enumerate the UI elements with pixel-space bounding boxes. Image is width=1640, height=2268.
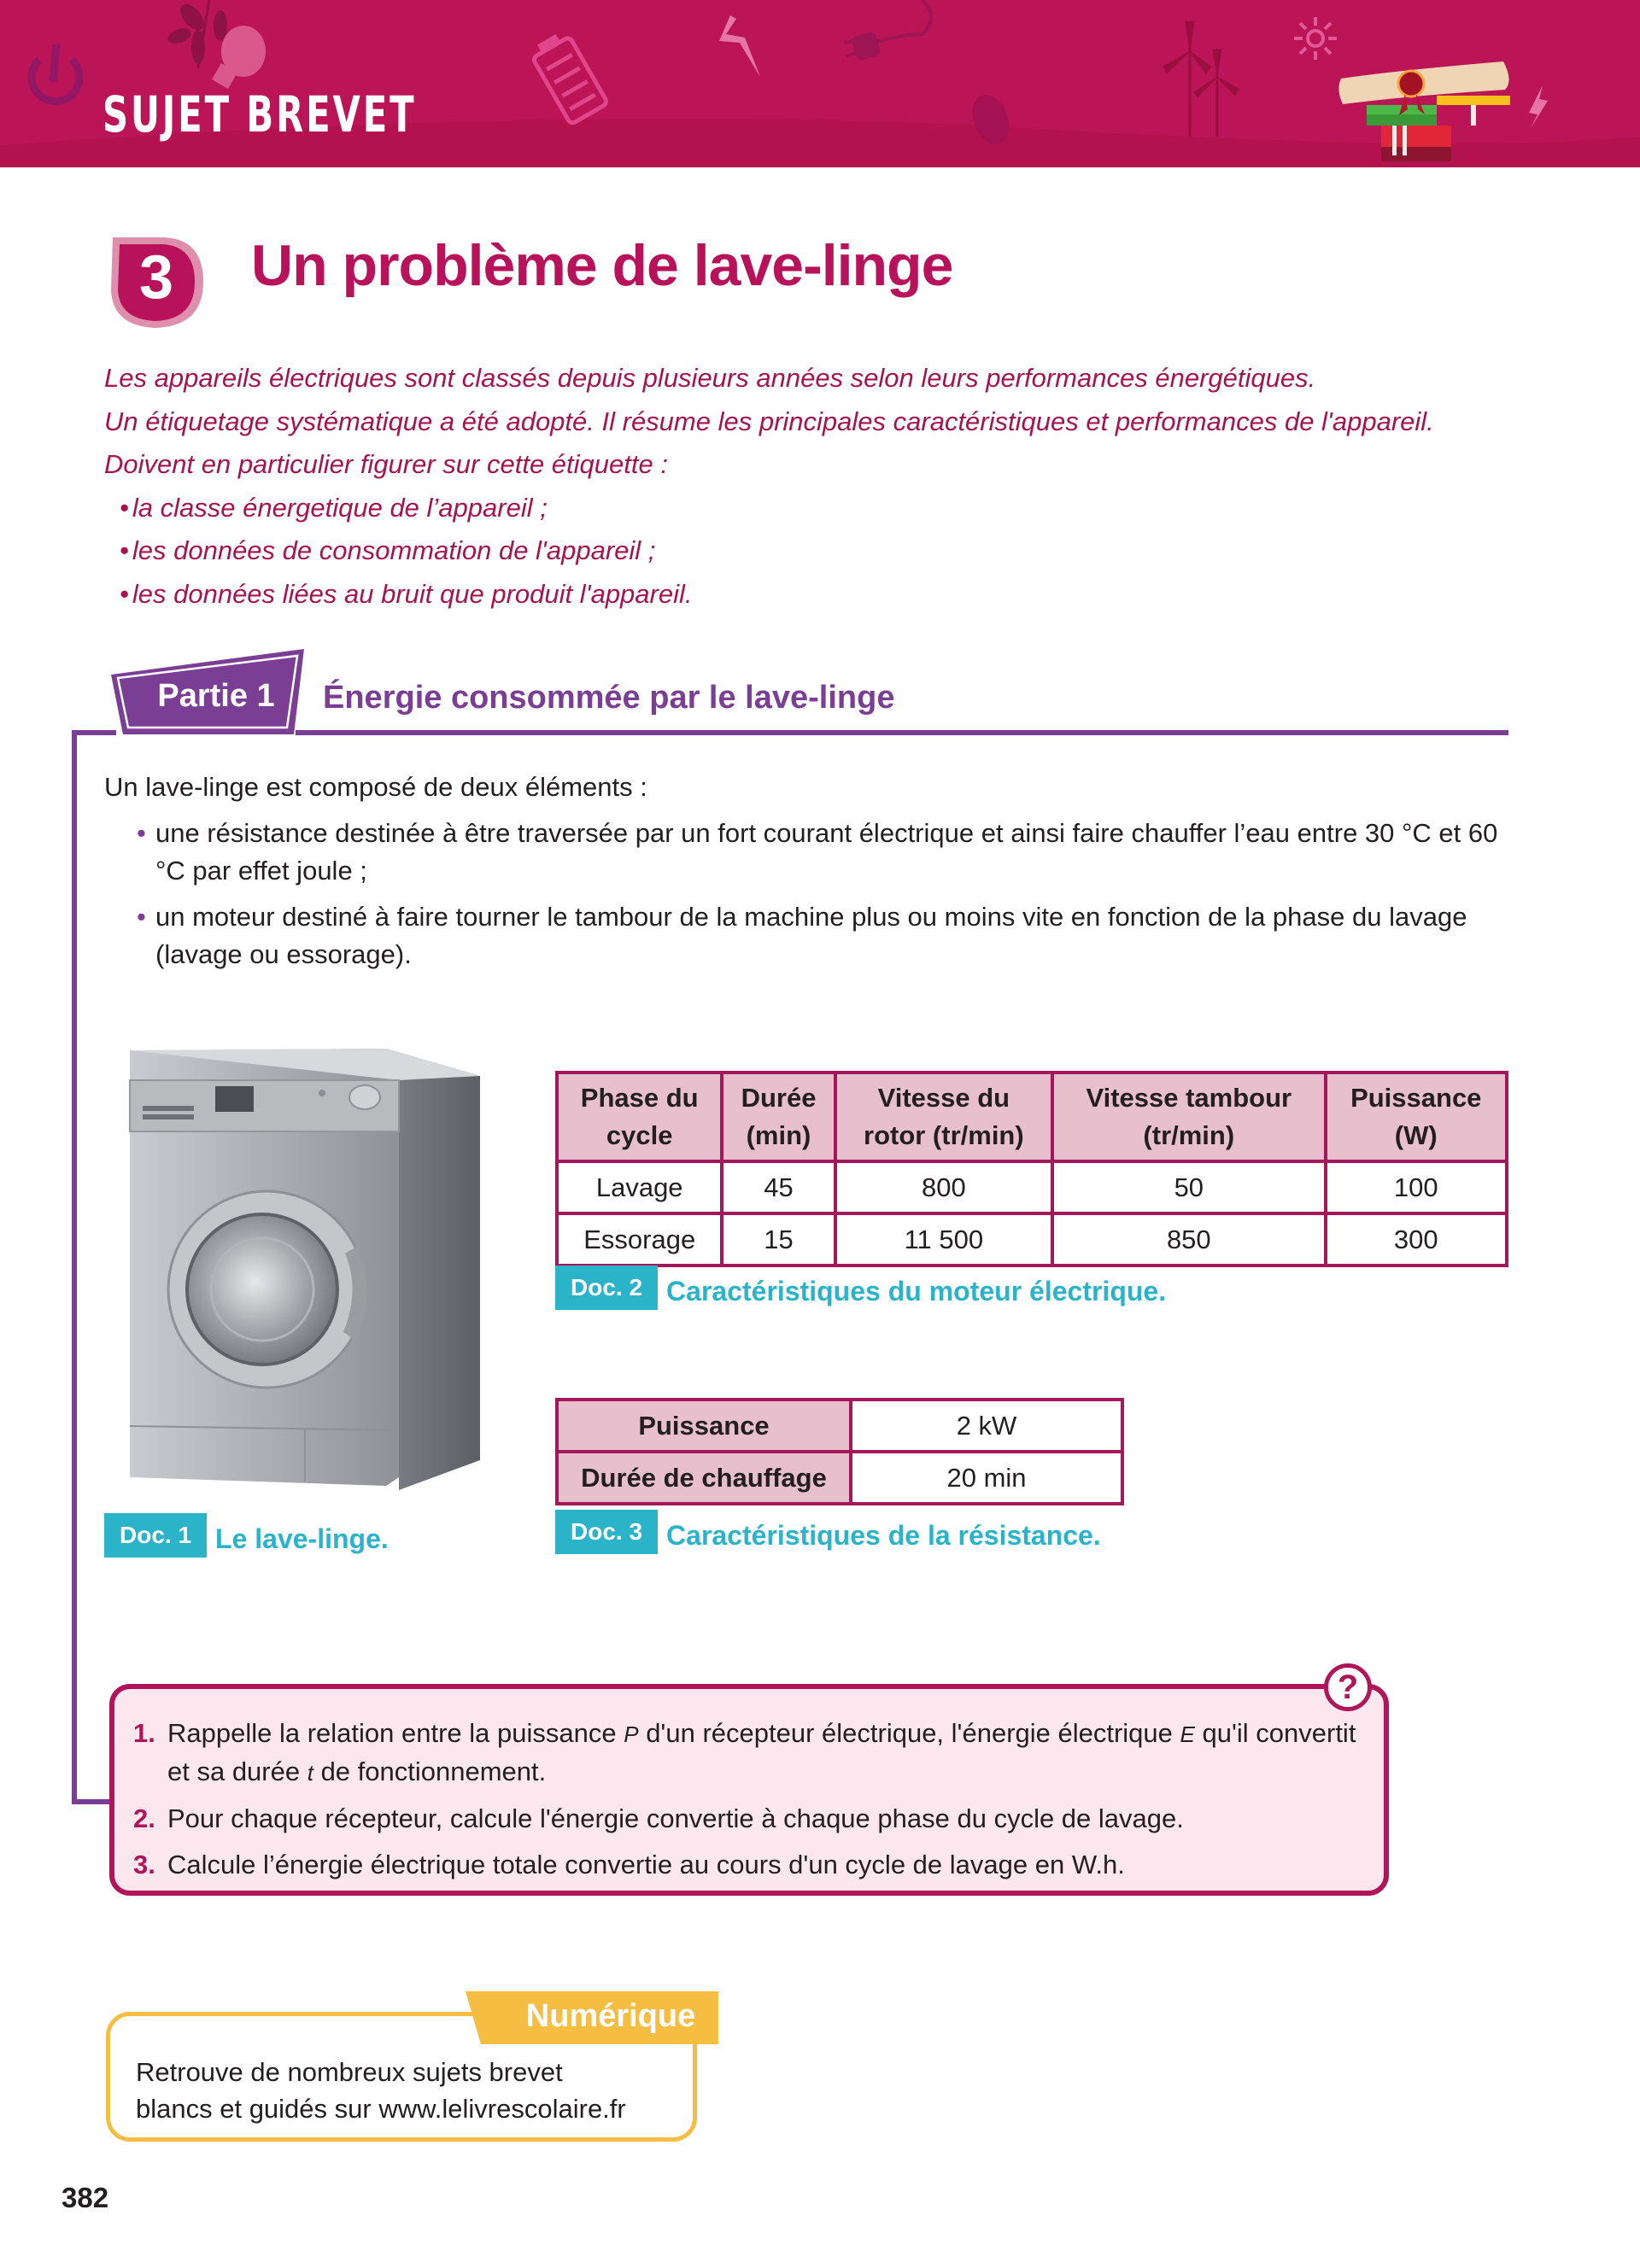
table-cell: 11 500: [835, 1213, 1053, 1266]
intro-bullet-text: les données liées au bruit que produit l'appareil.: [132, 578, 693, 609]
table-cell: 45: [722, 1161, 835, 1213]
motor-table: [555, 1071, 1508, 1267]
doc3-label: [555, 1510, 1101, 1554]
part-lead: Un lave-linge est composé de deux éléments :: [104, 772, 647, 802]
wind-turbine-icon: [1163, 21, 1239, 137]
doc3-tag: Doc. 3: [555, 1510, 658, 1554]
doc1-label: [104, 1513, 389, 1558]
table-row: [557, 1161, 1507, 1213]
doc1-tag: Doc. 1: [104, 1513, 207, 1558]
question-number: 3.: [133, 1850, 155, 1879]
table-header: Puissance: [557, 1400, 851, 1452]
table-header: Durée (min): [722, 1073, 835, 1161]
numerique-tab: [466, 1991, 718, 2044]
numerique-link[interactable]: blancs et guidés sur www.lelivrescolaire.fr: [136, 2094, 626, 2124]
questions-box: [109, 1684, 1389, 1896]
question-number: 2.: [133, 1803, 155, 1833]
doc1-caption: Le lave-linge.: [215, 1523, 389, 1554]
intro-bullet: [104, 573, 1556, 617]
table-cell: Essorage: [557, 1213, 722, 1266]
table-cell: 850: [1052, 1213, 1325, 1266]
table-cell: 800: [835, 1161, 1053, 1213]
doc3-caption: Caractéristiques de la résistance.: [666, 1519, 1101, 1551]
exercise-number: 3: [138, 243, 174, 312]
intro-text: [104, 357, 1556, 616]
power-icon: [32, 44, 79, 102]
page-number: 382: [62, 2182, 109, 2213]
resistance-table: [555, 1398, 1124, 1505]
table-cell: Lavage: [557, 1161, 722, 1213]
table-cell: 50: [1052, 1161, 1325, 1213]
exercise-number-badge: [104, 231, 208, 333]
variable-p: P: [624, 1721, 639, 1747]
table-header: Vitesse tambour (tr/min): [1052, 1073, 1325, 1161]
header-banner: [0, 0, 1640, 167]
question-item: [133, 1800, 1363, 1838]
table-header: Durée de chauffage: [557, 1452, 851, 1504]
table-cell: 300: [1326, 1213, 1508, 1266]
exercise-title: Un problème de lave-linge: [251, 233, 953, 298]
part-bracket: [72, 730, 77, 1804]
lightning-icon: [719, 15, 760, 77]
washing-machine-icon: [104, 1033, 489, 1494]
question-text: Calcule l’énergie électrique totale convertie au cours d'un cycle de lavage en W.h.: [167, 1850, 1125, 1879]
table-header: Phase du cycle: [557, 1073, 722, 1161]
part-title: Énergie consommée par le lave-linge: [323, 680, 895, 716]
doc2-label: [555, 1266, 1166, 1310]
leaf-branch-icon: [166, 0, 227, 68]
question-number: 1.: [133, 1718, 155, 1748]
intro-line: Les appareils électriques sont classés depuis plusieurs années selon leurs performances énergétiques.: [104, 363, 1316, 393]
doc2-caption: Caractéristiques du moteur électrique.: [666, 1275, 1167, 1306]
part-item: • une résistance destinée à être traversée par un fort courant électrique et ainsi faire chauffer l’eau entre 30 °C et 60 °C par effet joule ;: [104, 815, 1522, 890]
washing-machine-image: [104, 1033, 489, 1494]
table-header-row: [557, 1073, 1507, 1161]
numerique-line: Retrouve de nombreux sujets brevet: [136, 2057, 563, 2087]
lightning-icon: [1529, 85, 1548, 128]
part-rule: [72, 730, 116, 735]
intro-bullet: [104, 529, 1556, 573]
table-cell: 15: [722, 1213, 835, 1266]
doc2-tag: Doc. 2: [555, 1266, 658, 1310]
part-body: [104, 769, 1522, 982]
sun-icon: [1294, 17, 1337, 60]
table-cell: 2 kW: [851, 1400, 1122, 1452]
question-text: qu'il convertit et sa durée: [167, 1718, 1356, 1786]
intro-bullet-text: les données de consommation de l'appareil ;: [132, 535, 656, 565]
plug-icon: [844, 0, 931, 61]
numerique-label: Numérique: [525, 1998, 696, 2034]
question-item: [133, 1715, 1363, 1792]
part-rule: [296, 730, 1508, 735]
table-header: Puissance (W): [1326, 1073, 1508, 1161]
part-tab: [111, 649, 308, 734]
intro-line: Un étiquetage systématique a été adopté. Il résume les principales caractéristiques et performances de l'appareil.: [104, 406, 1434, 436]
table-row: [557, 1213, 1507, 1266]
part-label: Partie 1: [157, 678, 275, 714]
part-item: • un moteur destiné à faire tourner le tambour de la machine plus ou moins vite en fonction de la phase du lavage (lavage ou essorage).: [104, 898, 1522, 973]
questions-list: [133, 1715, 1363, 1892]
intro-line: Doivent en particulier figurer sur cette étiquette :: [104, 449, 668, 479]
question-text: d'un récepteur électrique, l'énergie électrique: [638, 1718, 1180, 1748]
intro-bullet: [104, 487, 1556, 530]
variable-t: t: [307, 1760, 313, 1786]
table-row: [557, 1452, 1122, 1504]
question-mark-icon: ?: [1324, 1663, 1372, 1711]
table-row: [557, 1400, 1122, 1452]
numerique-text: [136, 2054, 626, 2127]
banner-title: SUJET BREVET: [102, 85, 417, 143]
question-text: Pour chaque récepteur, calcule l'énergie convertie à chaque phase du cycle de lavage.: [167, 1803, 1184, 1833]
battery-icon: [529, 31, 607, 125]
variable-e: E: [1180, 1721, 1195, 1747]
part-bracket: [72, 1799, 111, 1804]
table-cell: 100: [1326, 1161, 1508, 1213]
intro-bullet-text: la classe énergetique de l’appareil ;: [132, 492, 548, 523]
question-text: Rappelle la relation entre la puissance: [167, 1718, 624, 1748]
question-text: de fonctionnement.: [313, 1757, 547, 1786]
table-header: Vitesse du rotor (tr/min): [835, 1073, 1053, 1161]
table-cell: 20 min: [851, 1452, 1122, 1504]
question-item: [133, 1846, 1363, 1884]
